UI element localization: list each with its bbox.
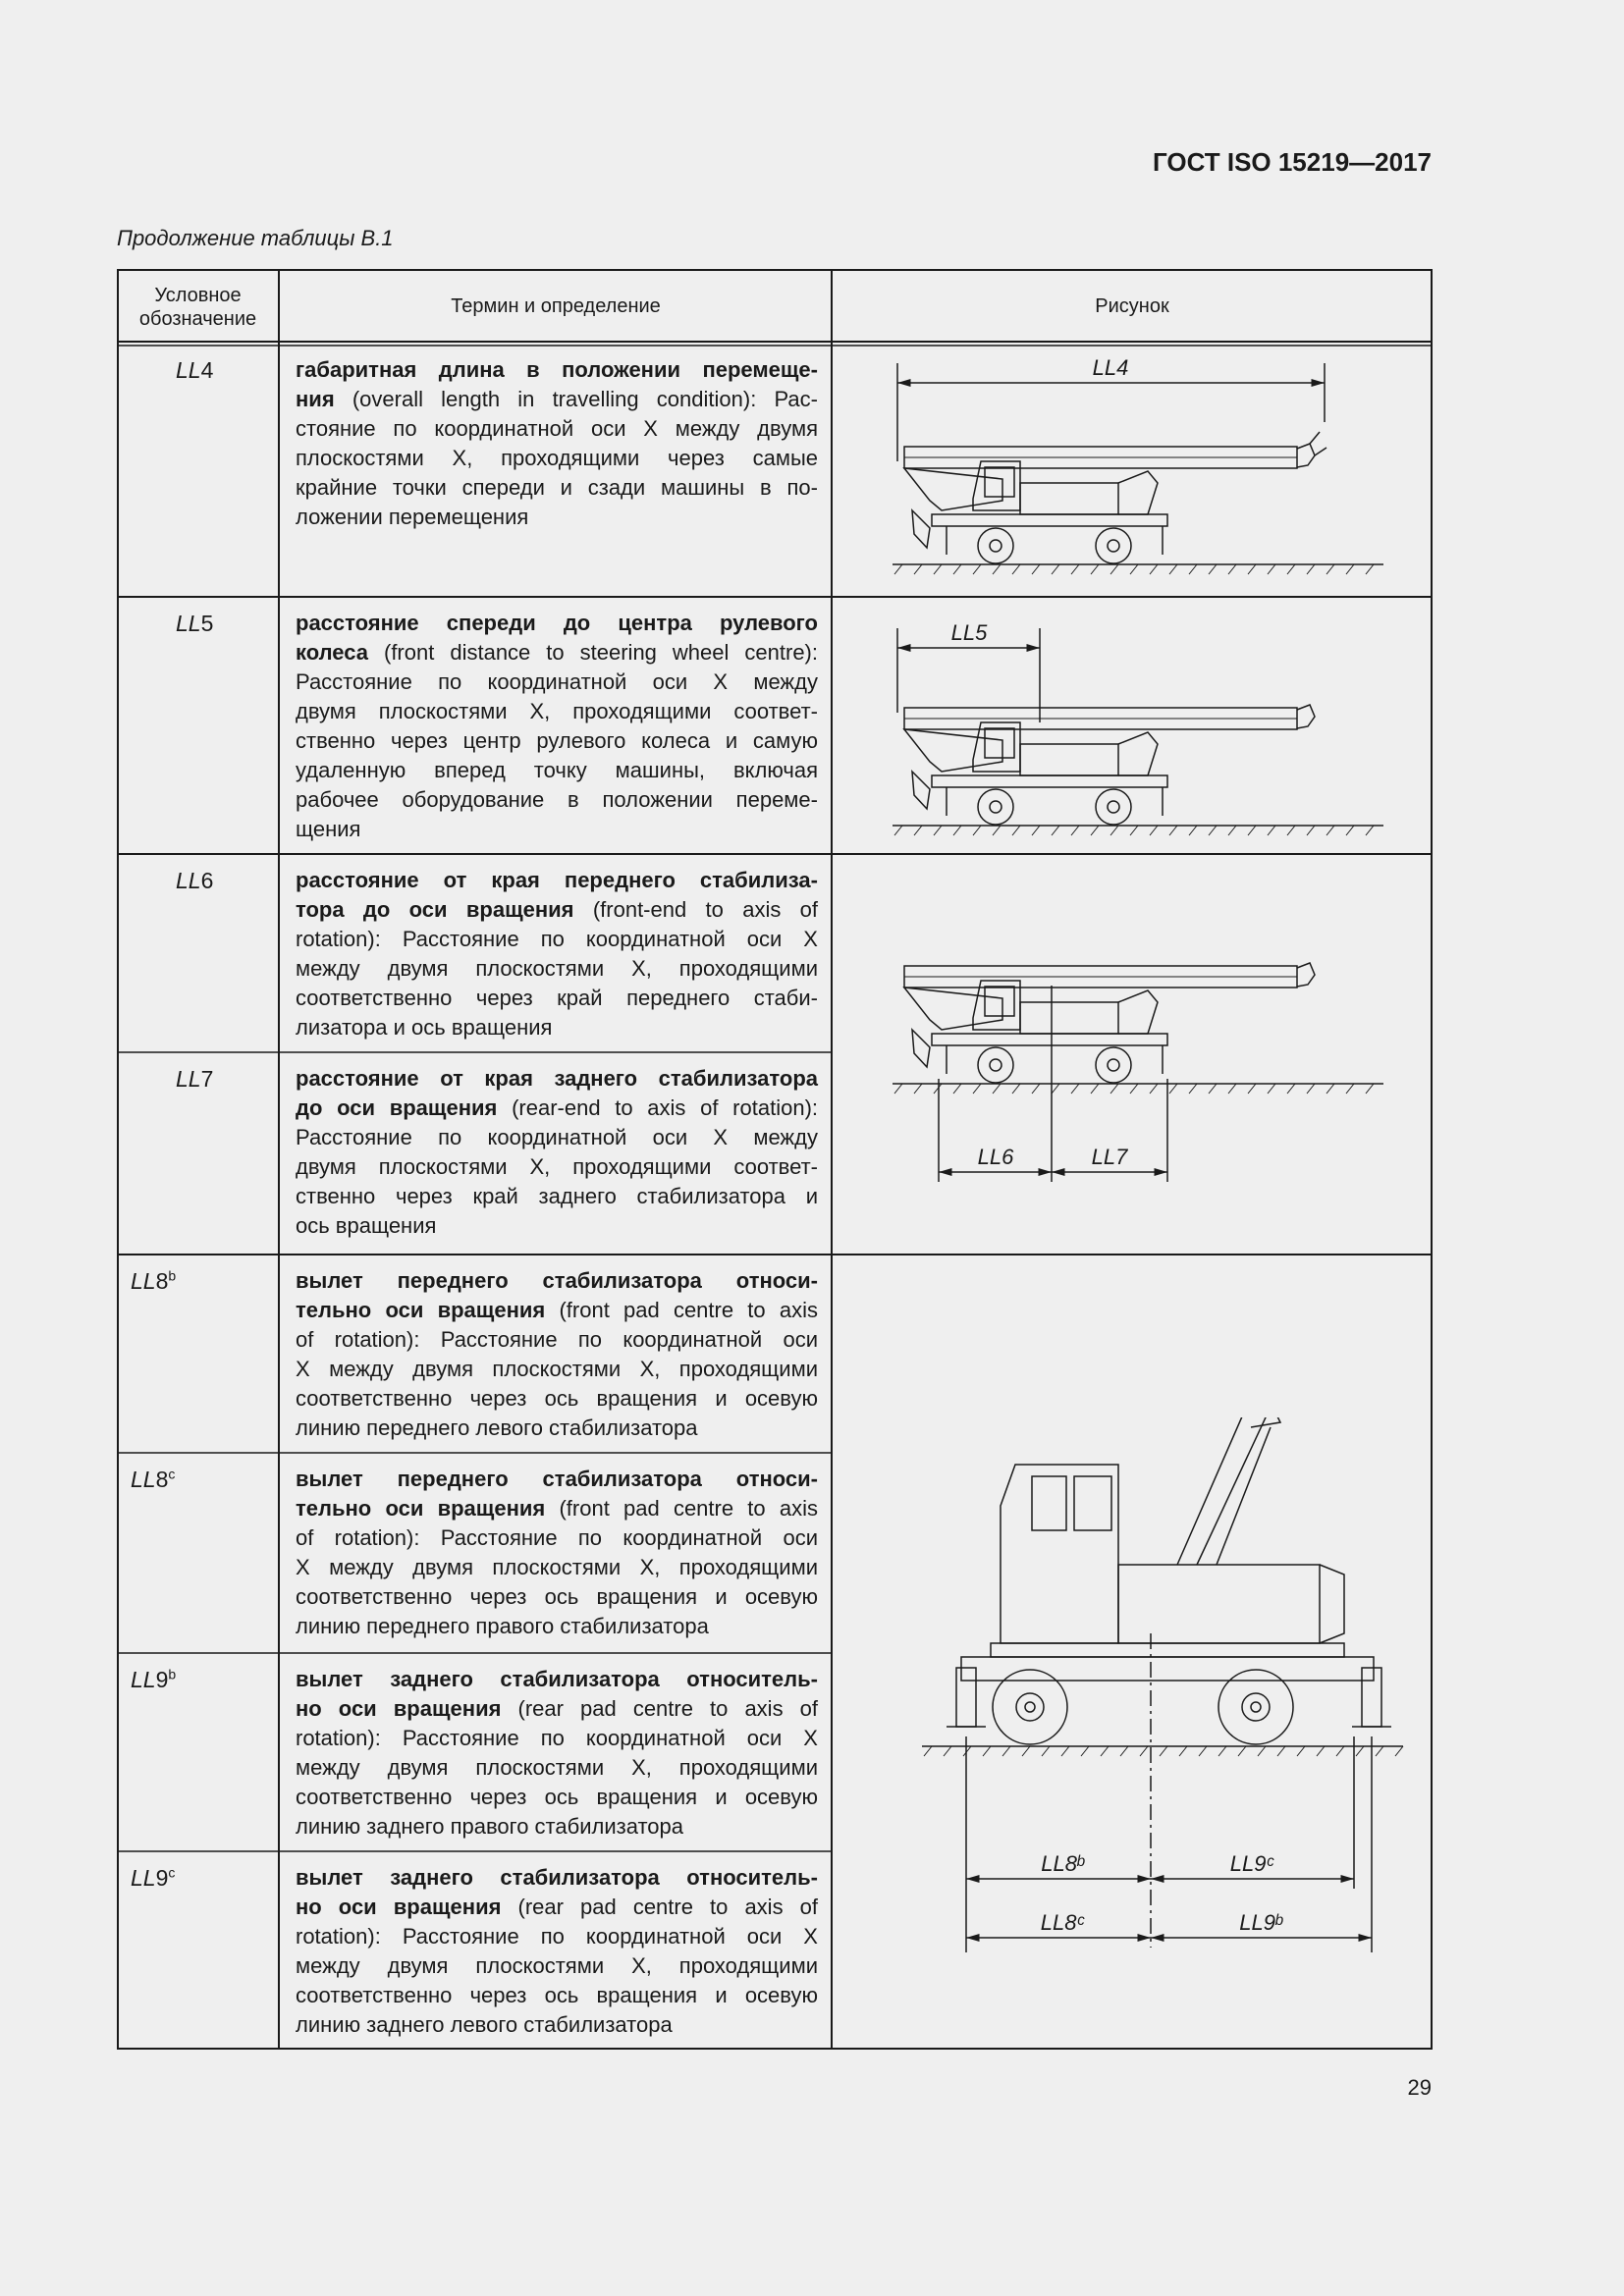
row-symbol: LL5 bbox=[176, 611, 214, 636]
dimension-label: LL9ᶜ bbox=[1229, 1851, 1274, 1876]
dimension-label: LL6 bbox=[977, 1145, 1014, 1169]
dimension-label: LL8ᶜ bbox=[1040, 1910, 1085, 1935]
dimension-label: LL8ᵇ bbox=[1041, 1851, 1084, 1876]
row-symbol: LL8$^b$ bbox=[131, 1267, 177, 1294]
row-definition: вылет переднего стабилизатора относи- тельно оси вращения (front pad centre to axis of rotation): Расстояние по координатной оси X между двумя плоскостями X, проходящими соответственно через ось вращения и осевую линию переднего левого стабилизатора bbox=[296, 1268, 819, 1440]
col-header-symbol: Условное обозначение bbox=[138, 285, 257, 330]
dimension-label: LL7 bbox=[1091, 1145, 1128, 1169]
row-definition: вылет переднего стабилизатора относи- тельно оси вращения (front pad centre to axis of rotation): Расстояние по координатной оси X между двумя плоскостями X, проходящими соответственно через ось вращения и осевую линию переднего правого стабилизатора bbox=[296, 1467, 819, 1638]
dimension-label: LL9ᵇ bbox=[1239, 1910, 1282, 1935]
row-definition: габаритная длина в положении перемеще- ния (overall length in travelling condition): Рас- стояние по координатной оси X между двумя плоскостями X, проходящими через самые крайние точки спереди и сзади машины в по- ложении перемещения bbox=[296, 357, 818, 529]
row-definition: расстояние от края переднего стабилиза- тора до оси вращения (front-end to axis of rotation): Расстояние по координатной оси X между двумя плоскостями X, проходящими соответственно через край переднего стаби- лизатора и ось вращения bbox=[296, 868, 818, 1040]
col-header-term: Термин и определение bbox=[451, 295, 661, 317]
document-code: ГОСТ ISO 15219—2017 bbox=[1152, 147, 1432, 177]
table-continuation-caption: Продолжение таблицы В.1 bbox=[117, 226, 394, 250]
row-definition: вылет заднего стабилизатора относитель- но оси вращения (rear pad centre to axis of rotation): Расстояние по координатной оси X между двумя плоскостями X, проходящими соответственно через ось вращения и осевую линию заднего левого стабилизатора bbox=[296, 1865, 818, 2037]
row-definition: вылет заднего стабилизатора относитель- но оси вращения (rear pad centre to axis of rotation): Расстояние по координатной оси X между двумя плоскостями X, проходящими соответственно через ось вращения и осевую линию заднего правого стабилизатора bbox=[296, 1667, 818, 1839]
col-header-figure: Рисунок bbox=[1095, 295, 1169, 317]
definitions-table bbox=[117, 269, 1433, 2050]
crane-travel-figure-ll6-ll7 bbox=[883, 946, 1393, 1201]
row-symbol: LL6 bbox=[176, 868, 214, 893]
crane-travel-figure-ll5 bbox=[883, 614, 1393, 840]
row-symbol: LL8$^c$ bbox=[131, 1466, 176, 1492]
row-symbol: LL9$^b$ bbox=[131, 1666, 177, 1692]
dimension-label: LL5 bbox=[950, 620, 988, 645]
crane-travel-figure-ll4 bbox=[883, 353, 1393, 579]
page-number: 29 bbox=[1407, 2075, 1432, 2100]
row-symbol: LL7 bbox=[176, 1066, 214, 1092]
row-definition: расстояние от края заднего стабилизатора до оси вращения (rear-end to axis of rotation): Расстояние по координатной оси X между двумя плоскостями X, проходящими соответ- ственно через край заднего стабилизатора и ось вращения bbox=[296, 1066, 819, 1238]
row-symbol: LL4 bbox=[176, 357, 214, 383]
row-definition: расстояние спереди до центра рулевого колеса (front distance to steering wheel centre): Расстояние по координатной оси X между двумя плоскостями X, проходящими соответ- ственно через центр рулевого колеса и самую удаленную вперед точку машины, включая рабочее оборудование в положении переме- щения bbox=[296, 611, 818, 841]
row-symbol: LL9$^c$ bbox=[131, 1864, 176, 1891]
crane-outrigger-figure-ll8-ll9 bbox=[883, 1417, 1413, 1967]
dimension-label: LL4 bbox=[1092, 355, 1129, 380]
